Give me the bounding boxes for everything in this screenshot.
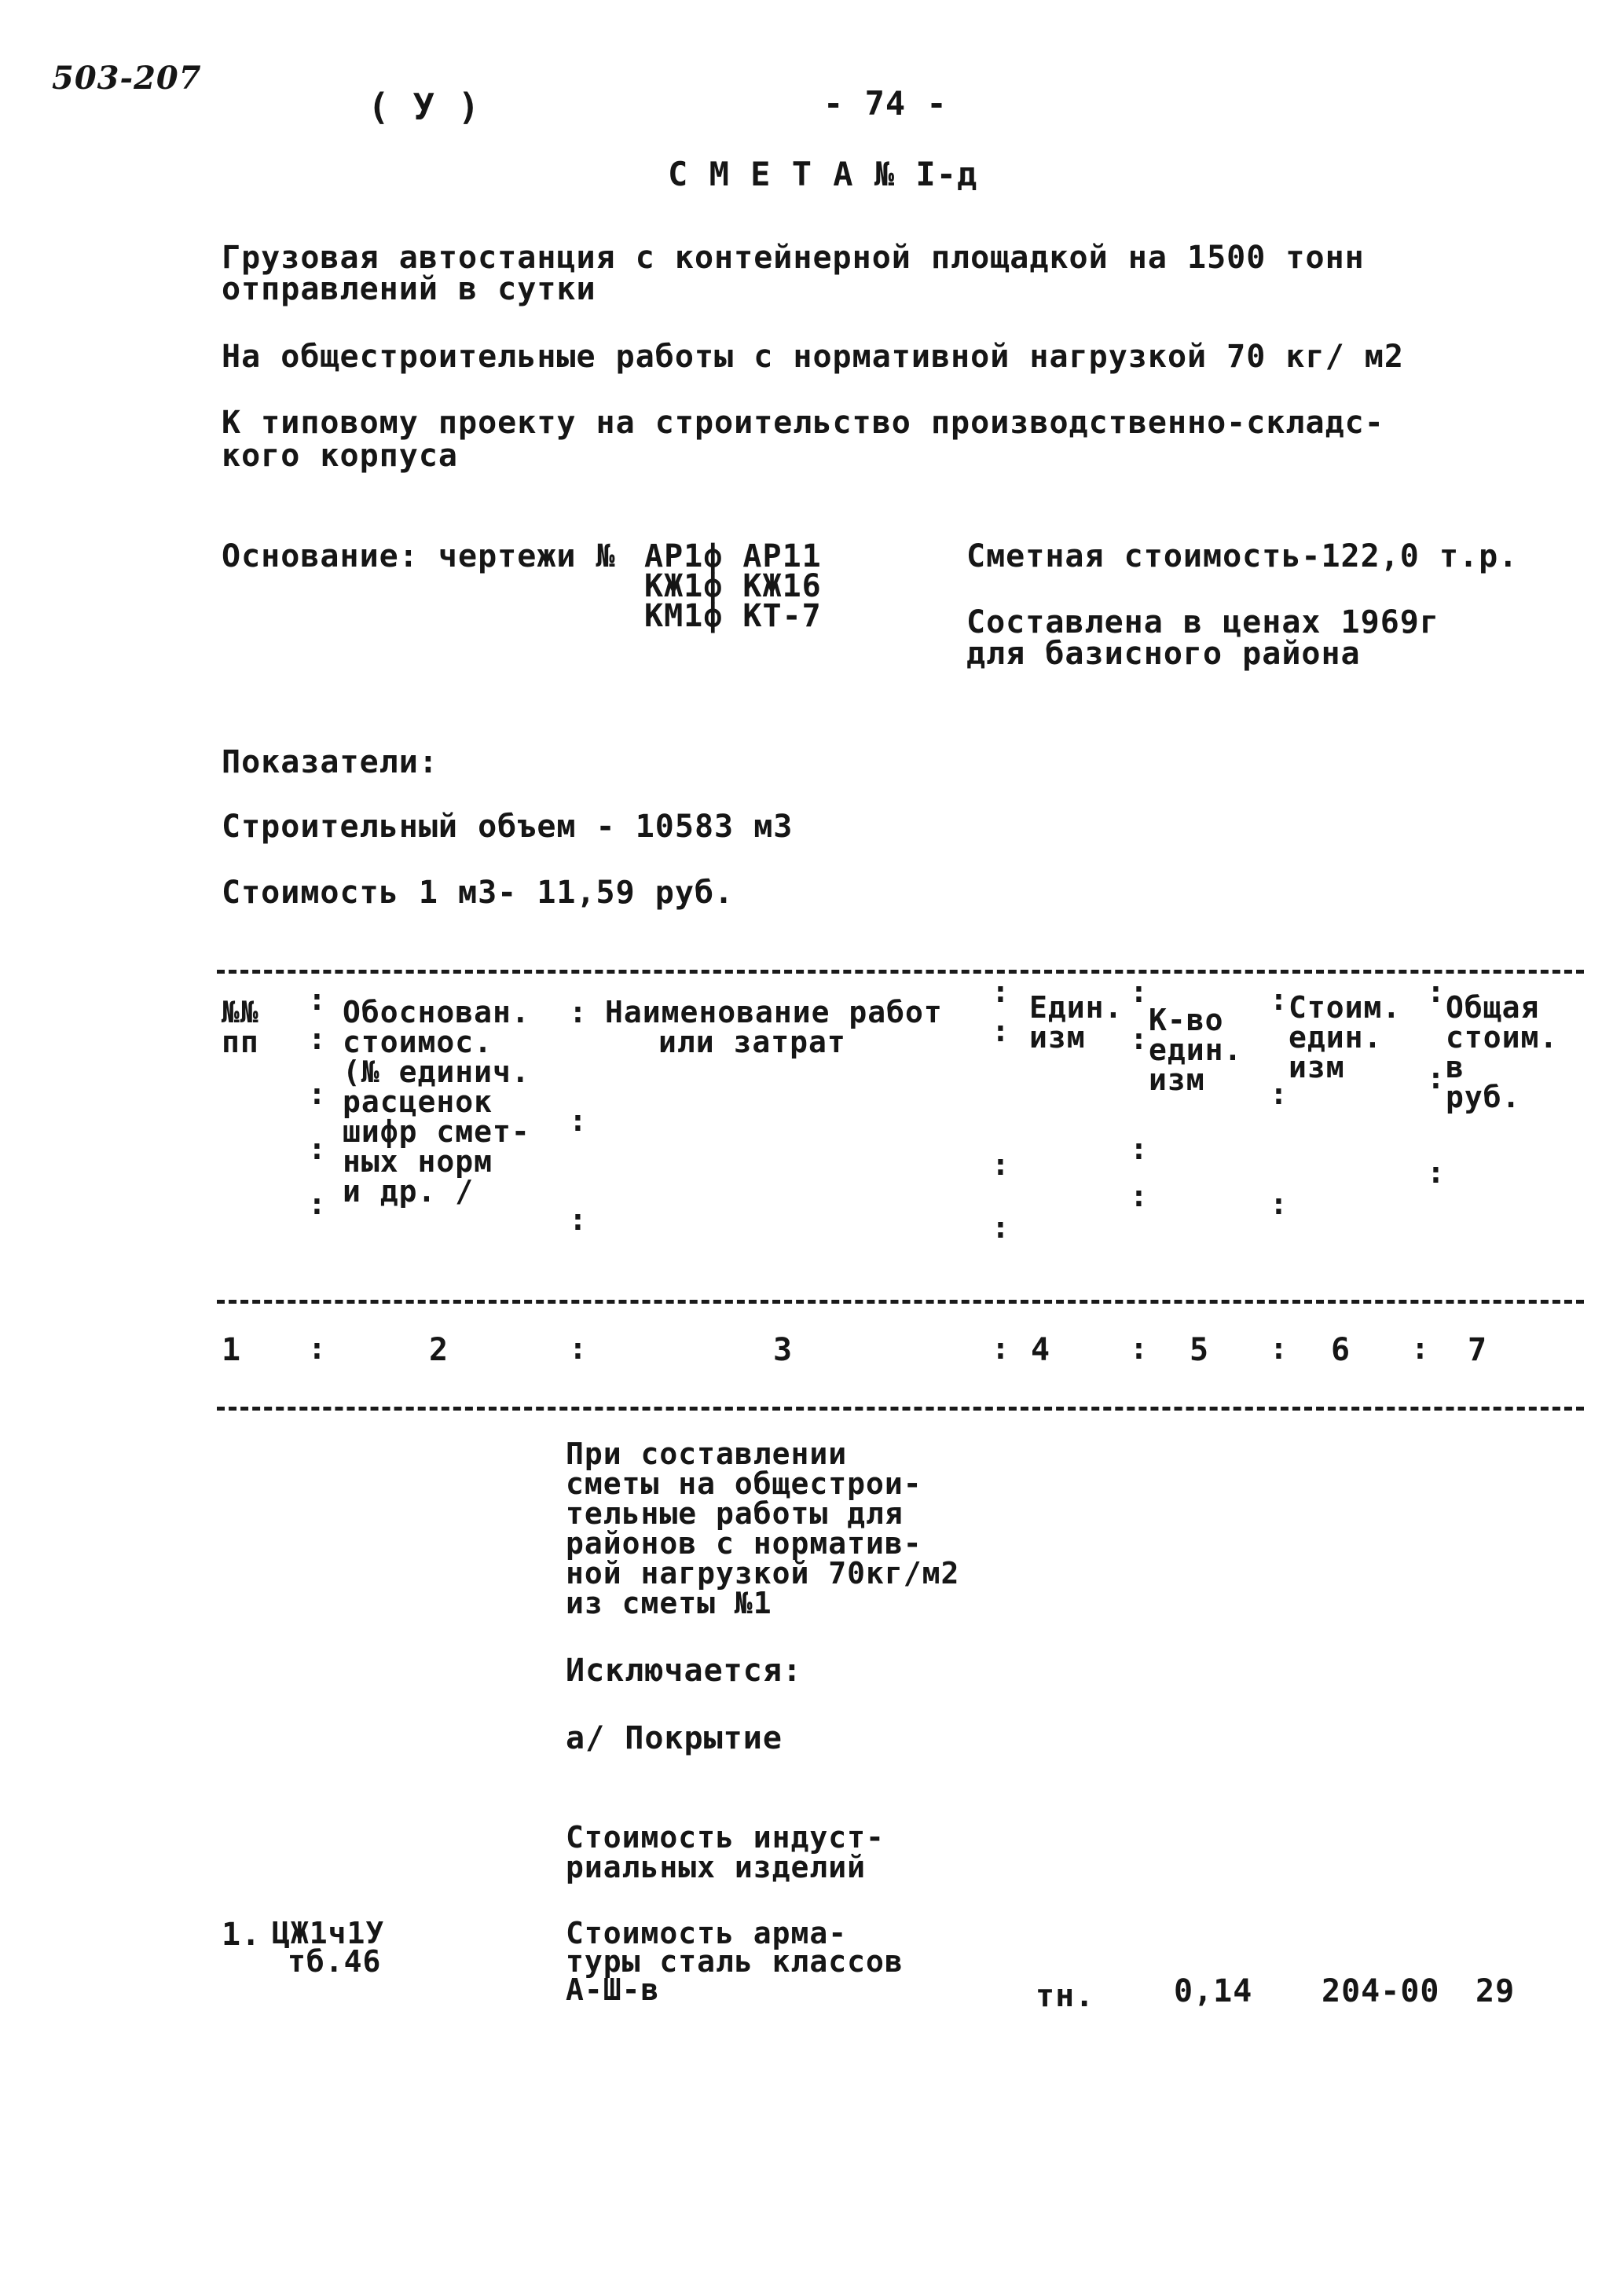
note-line: из сметы №1 xyxy=(566,1586,772,1620)
separator: : xyxy=(992,974,1010,1009)
separator: : xyxy=(569,1103,587,1138)
separator: : xyxy=(569,1331,587,1366)
subsection-title: а/ Покрытие xyxy=(566,1720,783,1756)
header-col-2-line: (№ единич. xyxy=(343,1055,530,1089)
header-col-5-line: К-во xyxy=(1149,1003,1224,1037)
drawings-line-2: КЖ1ф КЖ16 xyxy=(644,568,822,604)
header-col-2-line: и др. / xyxy=(343,1174,475,1209)
column-number: 3 xyxy=(773,1332,794,1368)
unit-cost: Стоимость 1 м3- 11,59 руб. xyxy=(222,875,735,911)
project-line-2: кого корпуса xyxy=(222,438,458,474)
separator: : xyxy=(1427,974,1445,1009)
separator: : xyxy=(1427,1061,1445,1095)
header-col-1-line: пп xyxy=(222,1025,259,1059)
column-number: 4 xyxy=(1031,1332,1051,1368)
header-col-7-line: в xyxy=(1446,1050,1465,1084)
header-col-2-line: Обоснован. xyxy=(343,995,530,1029)
header-bottom-rule xyxy=(217,1300,1584,1304)
separator: : xyxy=(1270,982,1288,1017)
prices-line-1: Составлена в ценах 1969г xyxy=(966,604,1439,640)
column-number: 1 xyxy=(222,1332,242,1368)
separator: : xyxy=(1130,1179,1148,1213)
header-col-7-line: руб. xyxy=(1446,1080,1521,1114)
header-col-2-line: стоимос. xyxy=(343,1025,493,1059)
note-line: При составлении xyxy=(566,1437,848,1471)
row-name-line: Стоимость арма- xyxy=(566,1916,848,1950)
row-total: 29 xyxy=(1476,1973,1516,2009)
separator: : xyxy=(1130,974,1148,1009)
separator: : xyxy=(992,1147,1010,1182)
header-col-4-line: изм xyxy=(1029,1020,1086,1055)
header-col-2-line: ных норм xyxy=(343,1144,493,1179)
excluded-label: Исключается: xyxy=(566,1653,802,1689)
header-col-4-line: Един. xyxy=(1029,990,1124,1025)
project-line-1: К типовому проекту на строительство производственно-складс- xyxy=(222,405,1384,441)
object-line-2: отправлений в сутки xyxy=(222,271,596,307)
header-col-1-line: №№ xyxy=(222,995,259,1029)
separator: : xyxy=(308,982,326,1017)
building-volume: Строительный объем - 10583 м3 xyxy=(222,809,794,845)
header-col-2-line: расценок xyxy=(343,1084,493,1119)
separator: : xyxy=(992,1331,1010,1366)
section-mark: ( У ) xyxy=(368,86,481,128)
page-number: - 74 - xyxy=(823,84,948,123)
separator: : xyxy=(992,1014,1010,1048)
row-unit: тн. xyxy=(1036,1978,1095,2014)
numbers-bottom-rule xyxy=(217,1407,1584,1411)
separator: : xyxy=(569,1202,587,1237)
document-code: 503-207 xyxy=(52,60,202,97)
separator: : xyxy=(1130,1331,1148,1366)
separator: : xyxy=(308,1022,326,1056)
column-number: 6 xyxy=(1331,1332,1351,1368)
header-col-3-line: или затрат xyxy=(658,1025,846,1059)
separator: : xyxy=(1270,1187,1288,1221)
table-top-rule xyxy=(217,970,1584,974)
note-line: тельные работы для xyxy=(566,1496,904,1531)
row-name-line: туры сталь классов xyxy=(566,1944,904,1979)
row-quantity: 0,14 xyxy=(1174,1973,1253,2009)
header-col-6-line: един. xyxy=(1289,1020,1383,1055)
separator: : xyxy=(1411,1331,1429,1366)
note-line: ной нагрузкой 70кг/м2 xyxy=(566,1556,960,1591)
header-col-3-line: Наименование работ xyxy=(605,995,943,1029)
header-col-5-line: изм xyxy=(1149,1062,1205,1097)
separator: : xyxy=(308,1187,326,1221)
separator: : xyxy=(569,995,587,1029)
row-unit-price: 204-00 xyxy=(1322,1973,1440,2009)
note-line: районов с норматив- xyxy=(566,1526,922,1561)
header-col-6-line: изм xyxy=(1289,1050,1345,1084)
estimate-title: С М Е Т А № I-д xyxy=(668,155,978,193)
column-number: 5 xyxy=(1190,1332,1210,1368)
group-heading-line: риальных изделий xyxy=(566,1850,867,1884)
basis-label: Основание: чертежи № xyxy=(222,538,616,574)
works-line: На общестроительные работы с нормативной нагрузкой 70 кг/ м2 xyxy=(222,339,1404,375)
indicators-title: Показатели: xyxy=(222,744,438,780)
separator: : xyxy=(308,1132,326,1166)
row-number: 1. xyxy=(222,1917,262,1953)
separator: : xyxy=(1427,1155,1445,1190)
note-line: сметы на общестрои- xyxy=(566,1466,922,1501)
separator: : xyxy=(308,1077,326,1111)
object-line-1: Грузовая автостанция с контейнерной площадкой на 1500 тонн xyxy=(222,240,1365,276)
header-col-5-line: един. xyxy=(1149,1033,1243,1067)
row-basis: ЦЖ1ч1У xyxy=(272,1916,385,1950)
header-col-7-line: Общая xyxy=(1446,990,1540,1025)
column-number: 2 xyxy=(429,1332,449,1368)
separator: : xyxy=(1270,1331,1288,1366)
header-col-6-line: Стоим. xyxy=(1289,990,1402,1025)
separator: : xyxy=(992,1210,1010,1245)
drawings-line-3: КМ1ф КТ-7 xyxy=(644,598,822,634)
group-heading-line: Стоимость индуст- xyxy=(566,1820,885,1855)
separator: : xyxy=(1130,1022,1148,1056)
row-name-line: А-Ш-в xyxy=(566,1972,660,2007)
prices-line-2: для базисного района xyxy=(966,636,1361,672)
column-number: 7 xyxy=(1468,1332,1488,1368)
separator: : xyxy=(1130,1132,1148,1166)
separator: : xyxy=(1270,1077,1288,1111)
header-col-7-line: стоим. xyxy=(1446,1020,1559,1055)
header-col-2-line: шифр смет- xyxy=(343,1114,530,1149)
estimate-cost: Сметная стоимость-122,0 т.р. xyxy=(966,538,1519,574)
separator: : xyxy=(308,1331,326,1366)
drawings-line-1: АР1ф АР11 xyxy=(644,538,822,574)
row-basis: тб.46 xyxy=(288,1944,382,1979)
